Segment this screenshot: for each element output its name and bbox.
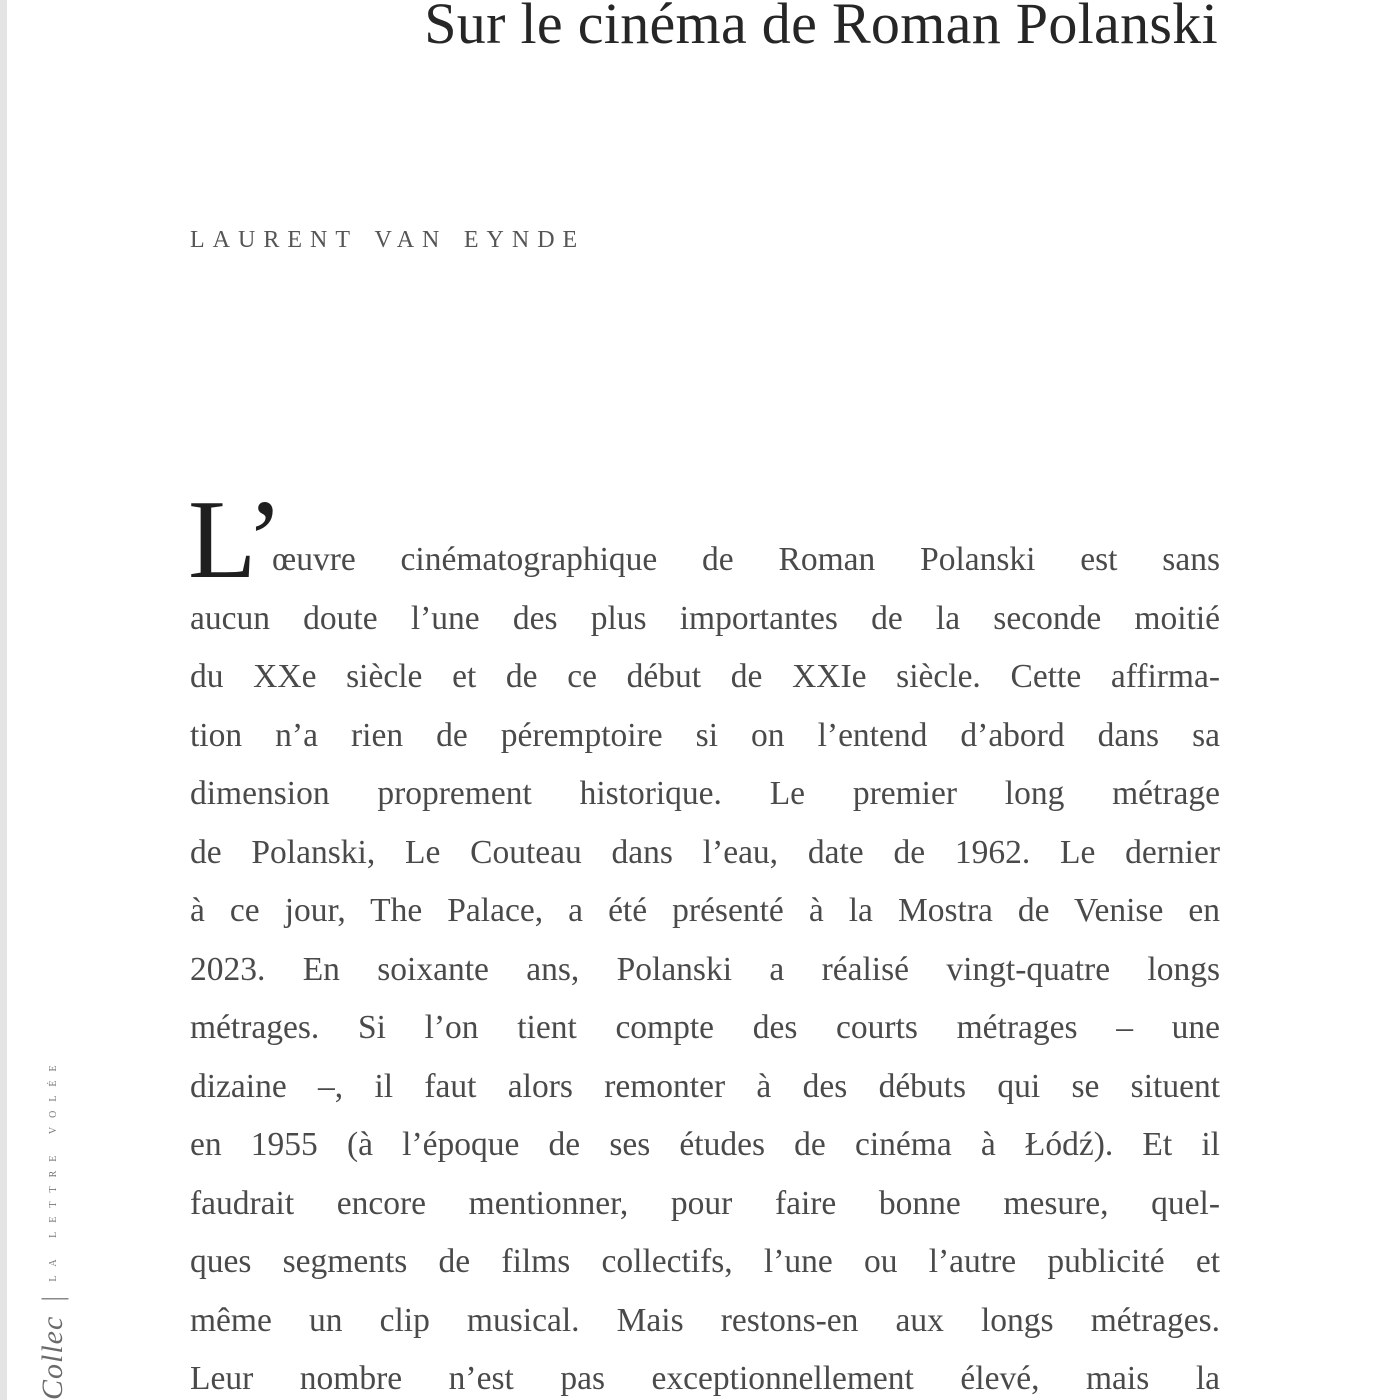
spine-collection: Collec	[36, 1315, 69, 1400]
text-line: dizaine –, il faut alors remonter à des débuts qui se situent	[190, 1067, 1220, 1105]
text-line: même un clip musical. Mais restons-en aux longs métrages.	[190, 1301, 1220, 1339]
text-line: faudrait encore mentionner, pour faire bonne mesure, quel-	[190, 1184, 1220, 1222]
page-gutter-shadow	[0, 0, 7, 1400]
text-line: aucun doute l’une des plus importantes de la seconde moitié	[190, 599, 1220, 637]
text-line: Leur nombre n’est pas exceptionnellement élevé, mais la	[190, 1360, 1220, 1397]
text-line: du XXe siècle et de ce début de XXIe siècle. Cette affirma-	[190, 658, 1220, 695]
text-line: ques segments de films collectifs, l’une ou l’autre publicité et	[190, 1243, 1220, 1280]
text-line: métrages. Si l’on tient compte des courts métrages – une	[190, 1009, 1220, 1046]
spine-series-label: la lettre volée	[45, 1056, 60, 1282]
text-line: œuvre cinématographique de Roman Polanski est sans	[272, 541, 1220, 578]
text-line: à ce jour, The Palace, a été présenté à la Mostra de Venise en	[190, 892, 1220, 929]
spine-running-head	[36, 1056, 70, 1400]
author-name: laurent van eynde	[190, 218, 586, 255]
text-line: 2023. En soixante ans, Polanski a réalisé vingt-quatre longs	[190, 950, 1220, 988]
text-line: en 1955 (à l’époque de ses études de cinéma à Łódź). Et il	[190, 1126, 1220, 1163]
body-paragraph	[190, 531, 1220, 1400]
text-line: tion n’a rien de péremptoire si on l’entend d’abord dans sa	[190, 716, 1220, 754]
text-line: dimension proprement historique. Le premier long métrage	[190, 775, 1220, 812]
chapter-title: Sur le cinéma de Roman Polanski	[424, 0, 1218, 56]
drop-cap: L’	[188, 478, 284, 602]
text-line: de Polanski, Le Couteau dans l’eau, date de 1962. Le dernier	[190, 833, 1220, 871]
spine-separator: |	[36, 1295, 69, 1302]
